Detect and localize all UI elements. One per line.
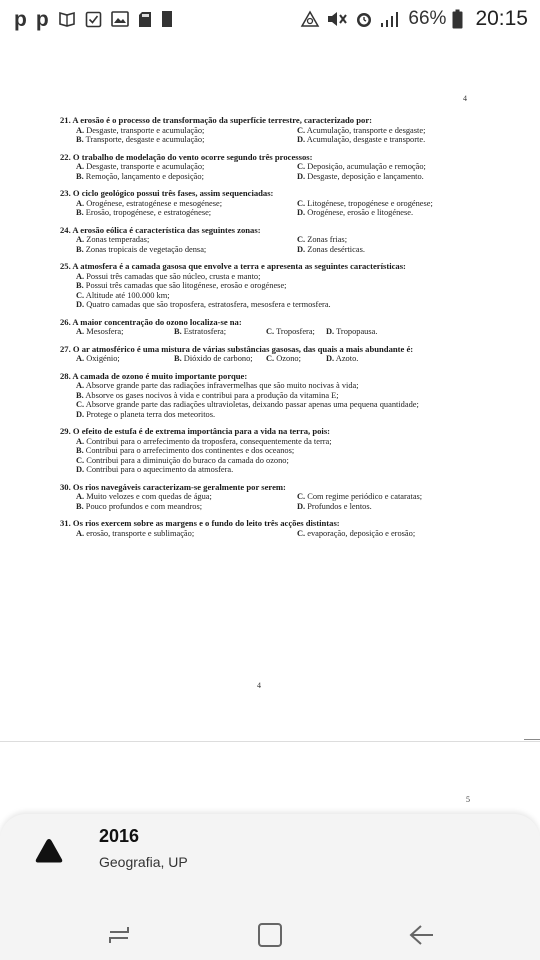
option-text: erosão, transporte e sublimação; — [86, 528, 195, 538]
question-31 — [60, 519, 470, 538]
question-30 — [60, 483, 470, 512]
question-27 — [60, 345, 470, 364]
options — [76, 492, 470, 511]
alarm-icon — [354, 9, 374, 29]
answer-option — [76, 162, 297, 172]
option-text: Contribui para o arrefecimento da troposfera, consequentemente da terra; — [86, 436, 332, 446]
answer-option — [76, 272, 470, 282]
options — [60, 437, 470, 475]
option-text: Com regime periódico e cataratas; — [307, 492, 423, 501]
option-text: Possui três camadas que são litogénese, erosão e orogénese; — [85, 281, 287, 290]
options — [76, 199, 470, 218]
answer-option — [174, 354, 266, 364]
option-text: Altitude até 100.000 km; — [85, 290, 170, 300]
options — [76, 235, 470, 254]
question-text: 22. O trabalho de modelação do vento ocorre segundo três processos: — [60, 151, 313, 162]
question-28 — [60, 372, 470, 420]
option-text: Zonas frias; — [307, 235, 348, 244]
answer-option — [297, 162, 487, 172]
status-bar — [0, 0, 540, 40]
next-page-number: 5 — [466, 795, 470, 804]
answer-option — [297, 172, 487, 182]
sd-card-icon — [138, 11, 152, 28]
option-letter: A. — [76, 198, 85, 208]
option-letter: C. — [297, 198, 306, 208]
signal-icon — [380, 10, 402, 28]
option-text: Desgaste, transporte e acumulação; — [86, 125, 205, 135]
question-21 — [60, 116, 470, 145]
option-text: Desgaste, transporte e acumulação; — [86, 162, 205, 171]
option-letter: D. — [297, 208, 306, 217]
option-letter: B. — [76, 281, 84, 290]
home-button[interactable] — [240, 910, 300, 960]
option-text: Muito velozes e com quedas de água; — [86, 492, 212, 501]
question-text: 24. A erosão eólica é característica das seguintes zonas: — [60, 224, 261, 235]
checkbox-icon — [85, 11, 102, 28]
answer-option — [76, 437, 470, 447]
option-text: Erosão, tropogénese, e estratogénese; — [85, 208, 212, 217]
answer-option — [76, 456, 470, 466]
question-22 — [60, 153, 470, 182]
option-text: Remoção, lançamento e deposição; — [85, 171, 204, 181]
options — [60, 381, 470, 419]
option-text: Tropopausa. — [336, 327, 378, 336]
document-viewer[interactable] — [0, 40, 540, 850]
option-text: Profundos e lentos. — [307, 501, 372, 511]
options — [76, 354, 470, 364]
question-text: 29. O efeito de estufa é de extrema importância para a vida na terra, pois: — [60, 426, 331, 436]
answer-option — [76, 381, 470, 391]
question-23 — [60, 189, 470, 218]
answer-option — [326, 354, 358, 364]
answer-option — [76, 172, 297, 182]
option-text: evaporação, deposição e erosão; — [307, 528, 416, 538]
answer-option — [76, 400, 470, 410]
notification-app-p-1: p — [14, 7, 27, 31]
option-letter: A. — [76, 381, 85, 390]
answer-option — [76, 235, 297, 245]
navigation-bar — [0, 910, 540, 960]
shield-book-icon — [58, 10, 76, 28]
option-letter: B. — [76, 501, 84, 511]
answer-option — [76, 281, 470, 291]
option-letter: D. — [297, 501, 306, 511]
option-letter: B. — [76, 208, 84, 217]
answer-option — [76, 291, 470, 301]
answer-option — [76, 245, 297, 255]
option-letter: A. — [76, 327, 85, 336]
option-text: Zonas temperadas; — [86, 235, 150, 244]
option-letter: A. — [76, 492, 85, 501]
page-edge-mark — [524, 739, 540, 740]
answer-option — [76, 126, 297, 136]
question-text: 28. A camada de ozono é muito importante porque: — [60, 370, 248, 381]
answer-option — [76, 391, 470, 401]
notification-app-p-2: p — [35, 7, 49, 31]
document-info-sheet[interactable] — [0, 814, 540, 910]
question-text: 25. A atmosfera é a camada gasosa que envolve a terra e apresenta as seguintes características: — [60, 261, 406, 271]
option-text: Troposfera; — [276, 327, 315, 336]
option-letter: D. — [326, 327, 335, 336]
answer-option — [297, 529, 487, 539]
option-text: Acumulação, desgaste e transporte. — [306, 135, 426, 144]
answer-option — [297, 235, 487, 245]
answer-option — [76, 300, 470, 310]
option-letter: D. — [297, 135, 306, 144]
battery-percent: 66% — [408, 8, 447, 29]
answer-option — [76, 465, 470, 475]
option-text: Contribui para o aquecimento da atmosfera. — [86, 465, 234, 474]
answer-option — [297, 199, 487, 209]
option-letter: B. — [76, 446, 84, 455]
answer-option — [266, 327, 326, 337]
home-icon — [257, 922, 283, 948]
battery-icon — [452, 9, 463, 29]
data-saver-icon — [300, 10, 320, 28]
option-letter: D. — [76, 409, 85, 419]
drive-icon — [161, 10, 173, 28]
option-text: Ozono; — [276, 354, 301, 363]
answer-option — [266, 354, 326, 364]
document-year: 2016 — [99, 826, 140, 846]
option-letter: D. — [326, 354, 335, 363]
answer-option — [76, 446, 470, 456]
option-letter: A. — [76, 162, 85, 171]
option-letter: B. — [174, 327, 182, 336]
option-letter: C. — [297, 162, 306, 171]
option-letter: C. — [266, 327, 275, 336]
answer-option — [174, 327, 266, 337]
option-letter: B. — [76, 171, 84, 181]
recents-icon — [106, 923, 132, 947]
option-text: Azoto. — [335, 354, 359, 363]
answer-option — [76, 354, 174, 364]
option-letter: C. — [297, 492, 306, 501]
option-text: Protege o planeta terra dos meteoritos. — [86, 409, 216, 419]
option-text: Transporte, desgaste e acumulação; — [85, 135, 205, 144]
option-letter: D. — [76, 300, 85, 309]
option-letter: C. — [297, 125, 306, 135]
option-text: Desgaste, deposição e lançamento. — [307, 171, 424, 181]
option-letter: D. — [76, 465, 85, 474]
answer-option — [76, 135, 297, 145]
answer-option — [297, 245, 487, 255]
clock-time: 20:15 — [475, 7, 528, 30]
option-text: Orogénese, erosão e litogénese. — [307, 208, 414, 217]
question-text: 23. O ciclo geológico possui três fases, assim sequenciadas: — [60, 188, 274, 198]
option-letter: C. — [297, 528, 306, 538]
option-text: Estratosfera; — [183, 327, 227, 336]
option-text: Acumulação, transporte e desgaste; — [306, 125, 426, 135]
question-text: 30. Os rios navegáveis caracterizam-se geralmente por serem: — [60, 481, 286, 492]
back-button[interactable] — [391, 910, 451, 960]
option-text: Quatro camadas que são troposfera, estratosfera, mesosfera e termosfera. — [86, 300, 331, 309]
option-text: Absorve grande parte das radiações infravermelhas que são muito nocivas à vida; — [85, 381, 359, 390]
document-subject: Geografia, UP — [99, 854, 188, 870]
option-letter: A. — [76, 528, 85, 538]
image-icon — [111, 11, 129, 27]
option-text: Absorve grande parte das radiações ultravioletas, deixando passar apenas uma pequena quantidade; — [85, 400, 419, 409]
question-29 — [60, 427, 470, 475]
answer-option — [297, 492, 487, 502]
page-number-top: 4 — [463, 94, 467, 103]
options — [76, 162, 470, 181]
question-25 — [60, 262, 470, 310]
option-letter: B. — [76, 244, 84, 254]
options — [76, 529, 470, 539]
question-text: 26. A maior concentração do ozono localiza-se na: — [60, 316, 242, 327]
option-letter: C. — [76, 455, 85, 465]
option-letter: A. — [76, 354, 85, 363]
option-letter: D. — [297, 244, 306, 254]
option-text: Zonas desérticas. — [307, 244, 365, 254]
option-letter: D. — [297, 171, 306, 181]
option-letter: A. — [76, 271, 85, 281]
answer-option — [76, 410, 470, 420]
option-text: Orogénese, estratogénese e mesogénese; — [86, 198, 223, 208]
option-text: Contribui para o arrefecimento dos continentes e dos oceanos; — [85, 446, 295, 455]
option-text: Contribui para a diminuição do buraco da camada do ozono; — [86, 455, 289, 465]
option-letter: C. — [76, 400, 85, 409]
answer-option — [297, 126, 487, 136]
answer-option — [76, 502, 297, 512]
option-letter: C. — [76, 290, 85, 300]
answer-option — [297, 208, 487, 218]
option-letter: A. — [76, 125, 85, 135]
mute-icon — [326, 10, 348, 28]
back-icon — [407, 923, 435, 947]
option-text: Pouco profundos e com meandros; — [85, 501, 203, 511]
answer-option — [326, 327, 377, 337]
answer-option — [76, 208, 297, 218]
page-divider — [0, 741, 540, 742]
status-bar-left — [14, 6, 173, 32]
option-letter: B. — [76, 135, 84, 144]
option-text: Mesosfera; — [86, 327, 124, 336]
answer-option — [76, 327, 174, 337]
option-letter: B. — [76, 390, 84, 400]
question-24 — [60, 226, 470, 255]
question-text: 31. Os rios exercem sobre as margens e o fundo do leito três acções distintas: — [60, 518, 340, 528]
recents-button[interactable] — [89, 910, 149, 960]
triangle-up-icon[interactable] — [34, 837, 64, 865]
option-letter: B. — [174, 354, 182, 363]
option-text: Oxigénio; — [86, 354, 120, 363]
status-bar-right — [300, 6, 528, 32]
option-text: Deposição, acumulação e remoção; — [307, 162, 426, 171]
option-letter: A. — [76, 436, 85, 446]
page-number-bottom: 4 — [257, 681, 261, 690]
option-text: Absorve os gases nocivos à vida e contribui para a produção da vitamina E; — [85, 390, 339, 400]
option-letter: A. — [76, 235, 85, 244]
answer-option — [76, 529, 297, 539]
options — [60, 272, 470, 310]
answer-option — [297, 502, 487, 512]
question-text: 21. A erosão é o processo de transformação da superfície terrestre, caracterizado por: — [60, 115, 372, 125]
question-text: 27. O ar atmosférico é uma mistura de várias substâncias gasosas, das quais a mais abundante é: — [60, 343, 414, 354]
option-letter: C. — [297, 235, 306, 244]
options — [76, 327, 470, 337]
option-text: Possui três camadas que são núcleo, crusta e manto; — [86, 271, 261, 281]
option-text: Dióxido de carbono; — [183, 354, 253, 363]
answer-option — [297, 135, 487, 145]
option-text: Litogénese, tropogénese e orogénese; — [307, 198, 433, 208]
answer-option — [76, 199, 297, 209]
option-text: Zonas tropicais de vegetação densa; — [85, 244, 207, 254]
options — [76, 126, 470, 145]
question-26 — [60, 318, 470, 337]
answer-option — [76, 492, 297, 502]
questions-list — [60, 116, 470, 546]
option-letter: C. — [266, 354, 275, 363]
